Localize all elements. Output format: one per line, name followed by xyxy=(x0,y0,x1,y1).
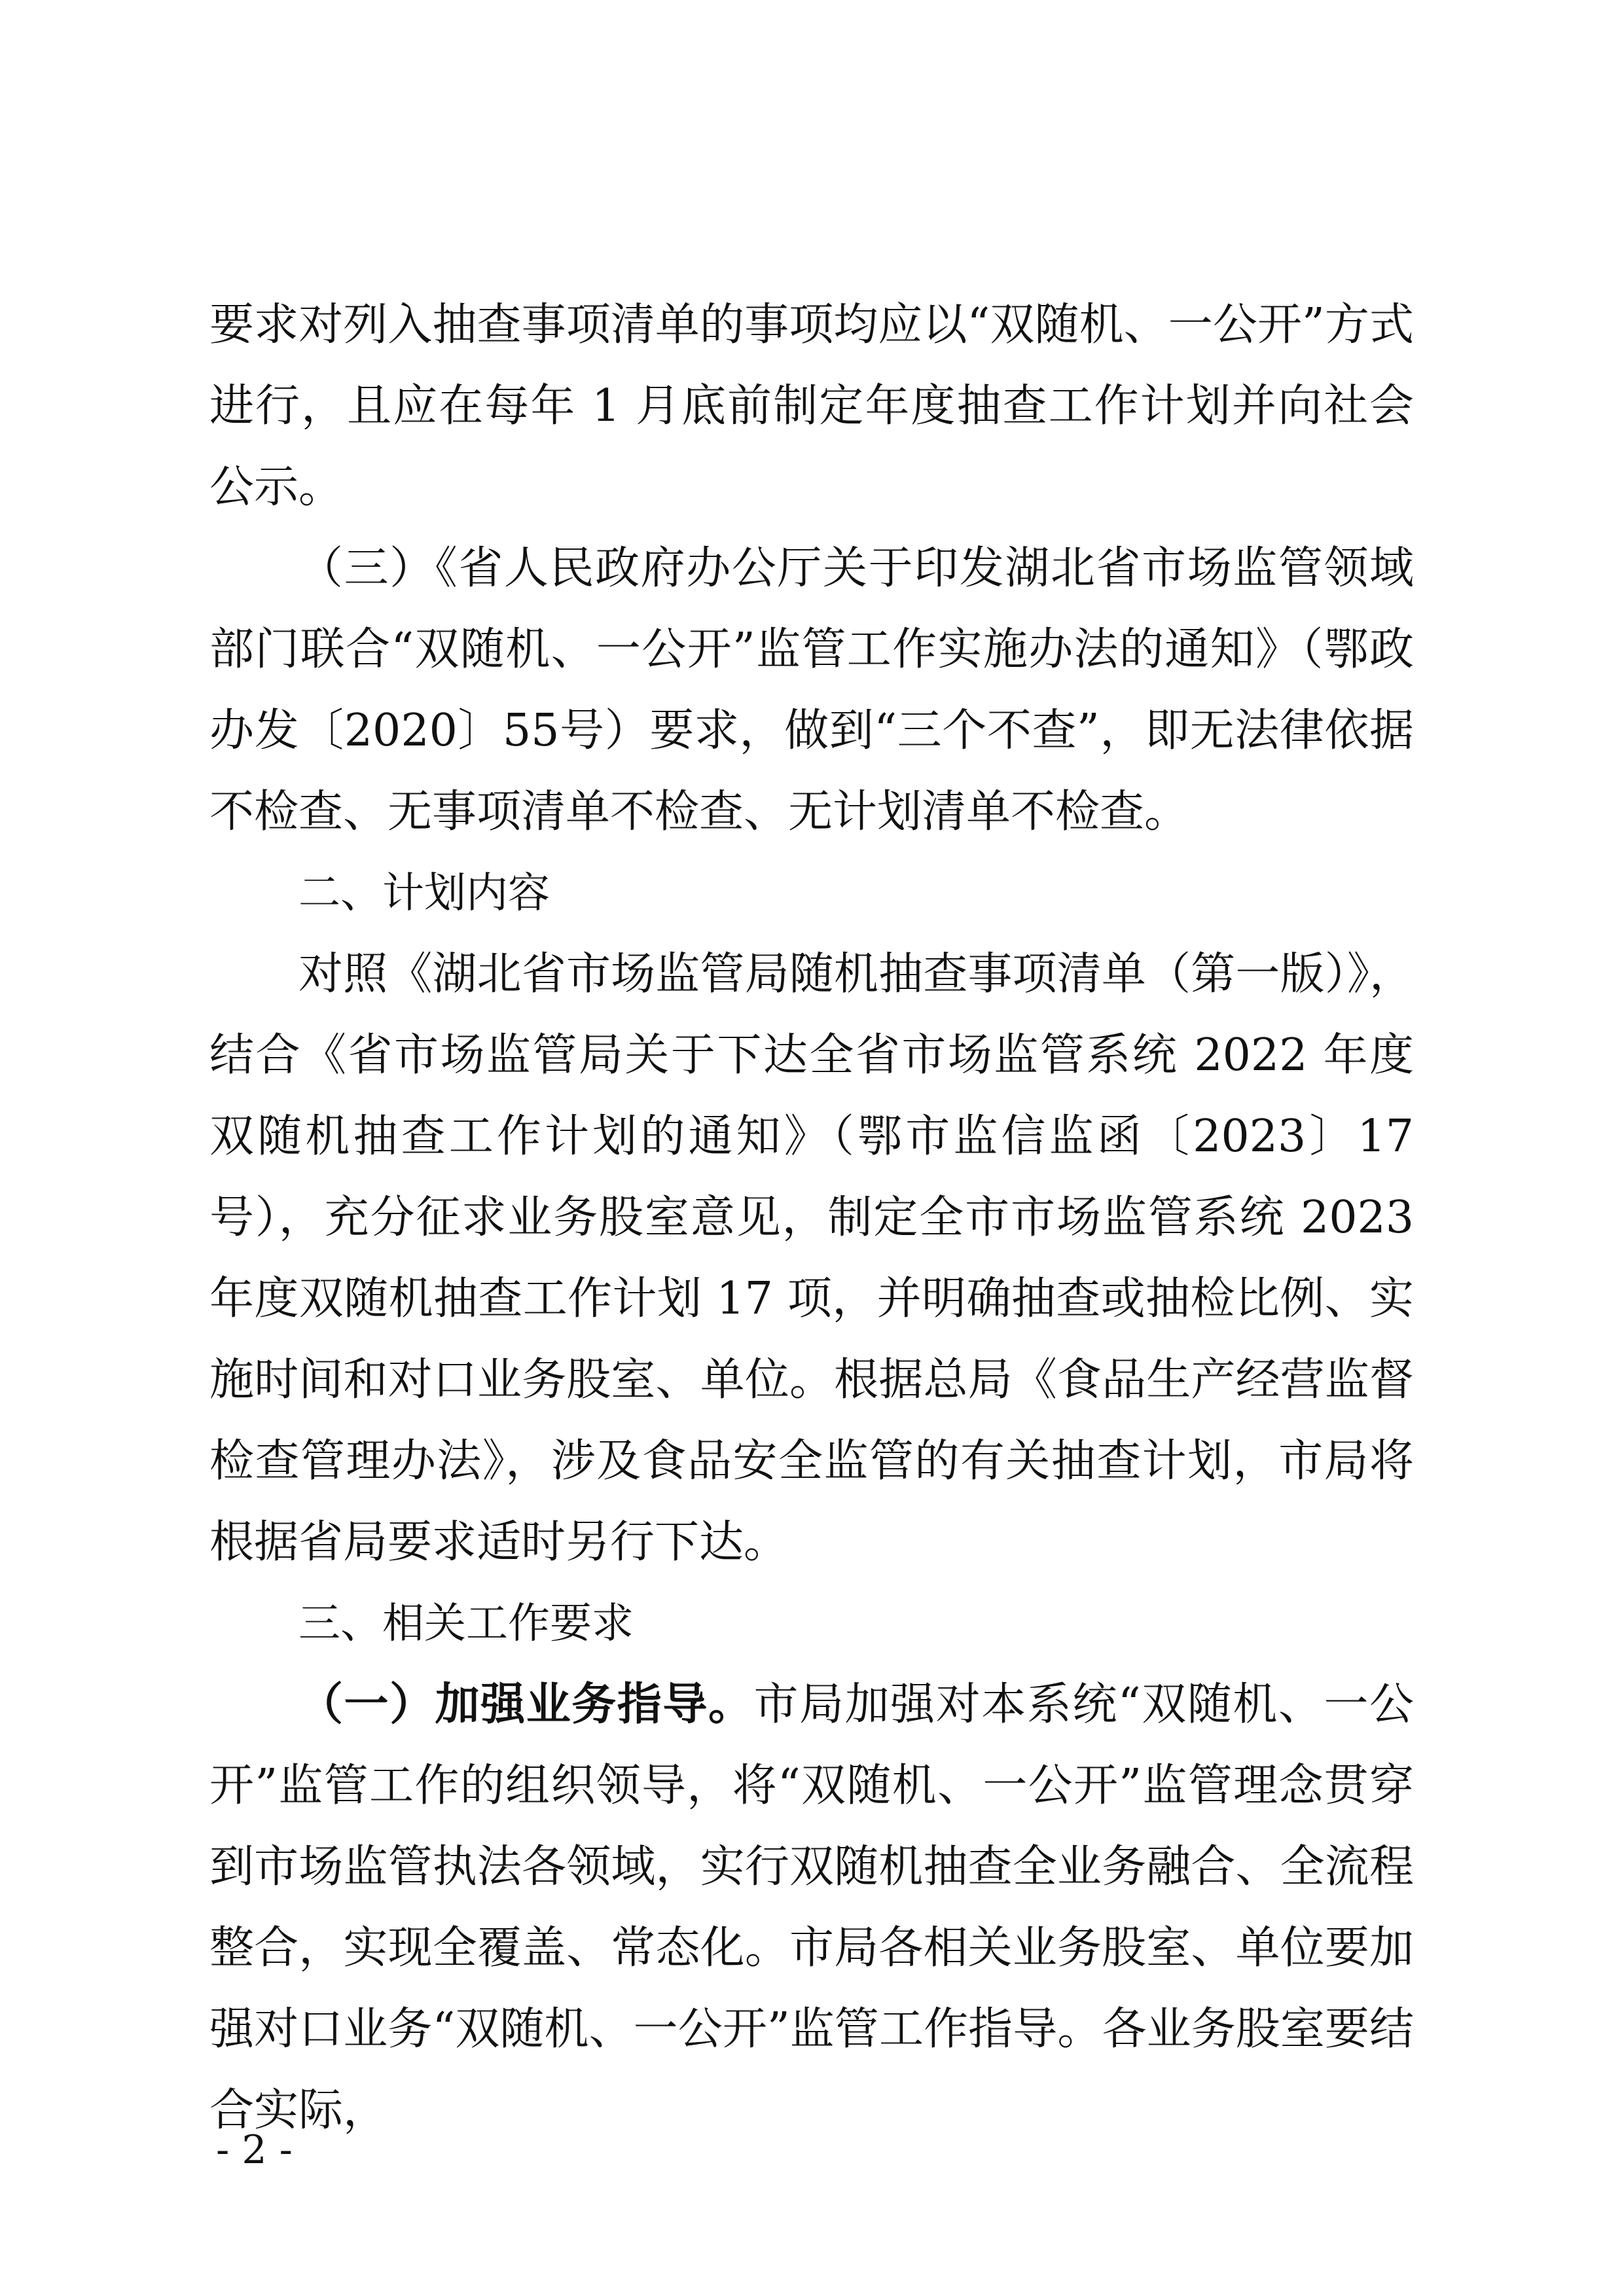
paragraph-requirement-text: 市局加强对本系统“双随机、一公开”监管工作的组织领导，将“双随机、一公开”监管理念贯穿到市场监管执法各领域，实行双随机抽查全业务融合、全流程整合，实现全覆盖、常态化。市局各相关业务股室、单位要加强对口业务“双随机、一公开”监管工作指导。各业务股室要结合实际， xyxy=(209,1679,1414,2136)
paragraph-lead-bold: （一）加强业务指导。 xyxy=(298,1679,754,1731)
paragraph-item-three: （三）《省人民政府办公厅关于印发湖北省市场监管领域部门联合“双随机、一公开”监管工作实施办法的通知》（鄂政办发〔2020〕55号）要求，做到“三个不查”，即无法律依据不检查、无事项清单不检查、无计划清单不检查。 xyxy=(209,543,1414,838)
document-body xyxy=(209,285,1414,2151)
section-heading-plan-content: 二、计划内容 xyxy=(298,869,550,918)
paragraph-continuation: 要求对列入抽查事项清单的事项均应以“双随机、一公开”方式进行，且应在每年 1 月底前制定年度抽查工作计划并向社会公示。 xyxy=(209,299,1414,513)
paragraph-plan-content: 对照《湖北省市场监管局随机抽查事项清单（第一版）》，结合《省市场监管局关于下达全省市场监管系统 2022 年度双随机抽查工作计划的通知》（鄂市监信监函〔2023〕17 号），充分征求业务股室意见，制定全市市场监管系统 2023 年度双随机抽查工作计划 17 项，并明确抽查或抽检比例、实施时间和对口业务股室、单位。根据总局《食品生产经营监督检查管理办法》，涉及食品安全监管的有关抽查计划，市局将根据省局要求适时另行下达。 xyxy=(209,948,1414,1568)
page-number: - 2 - xyxy=(216,2127,293,2173)
paragraph-requirement-one xyxy=(209,1664,1414,2151)
section-heading-work-requirements: 三、相关工作要求 xyxy=(298,1600,634,1648)
